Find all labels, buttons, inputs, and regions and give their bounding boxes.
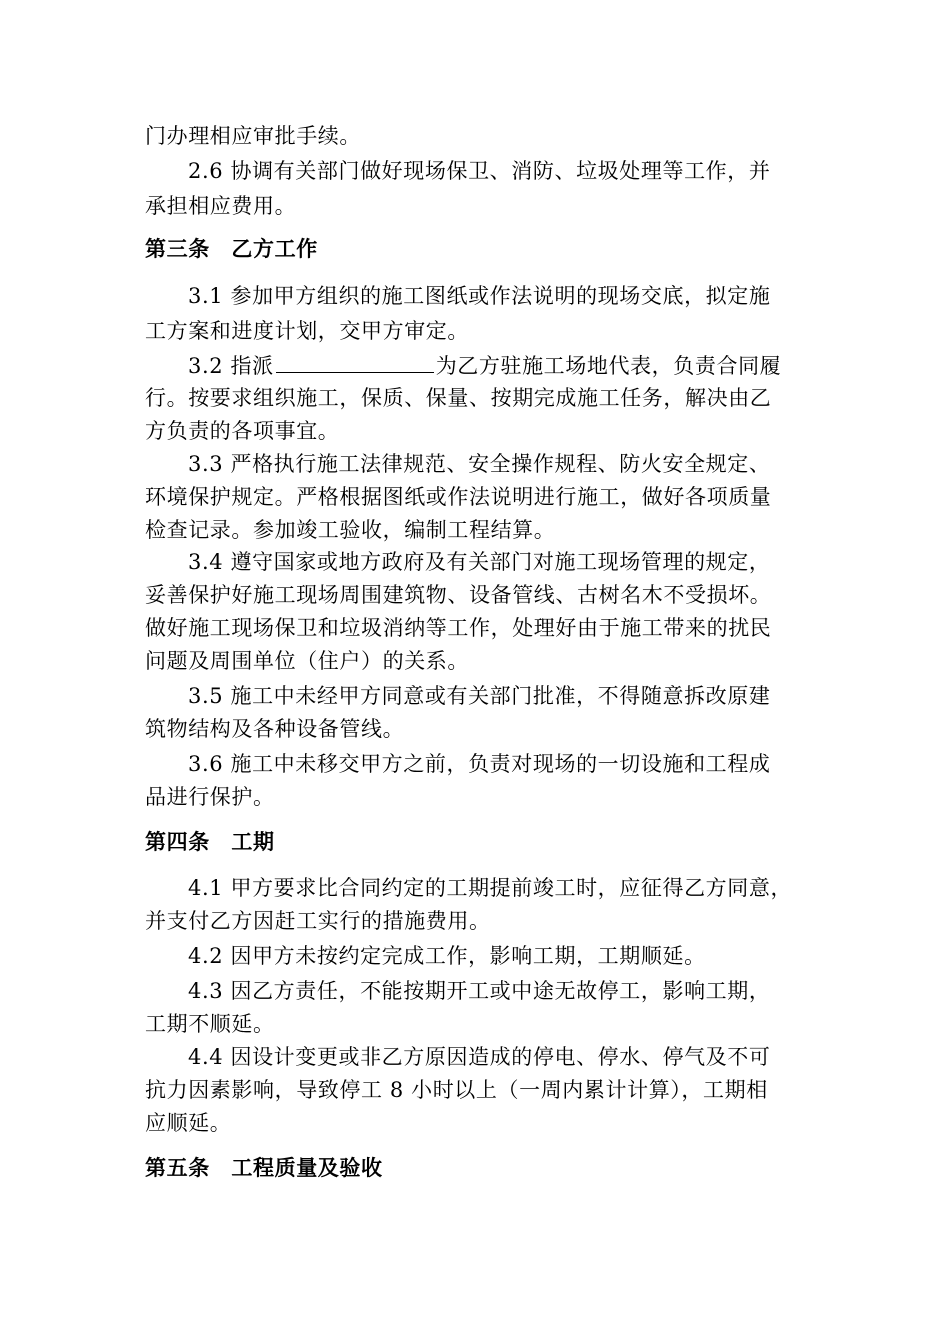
clause-3-6: 3.6 施工中未移交甲方之前，负责对现场的一切设施和工程成 [188,752,771,776]
paragraph-line: 品进行保护。 [145,785,275,809]
section-heading-article-3: 第三条 乙方工作 [145,237,318,261]
clause-3-4: 3.4 遵守国家或地方政府及有关部门对施工现场管理的规定， [188,550,771,574]
paragraph-line: 方负责的各项事宜。 [145,419,340,443]
section-heading-article-5: 第五条 工程质量及验收 [145,1156,383,1180]
clause-3-5: 3.5 施工中未经甲方同意或有关部门批准，不得随意拆改原建 [188,684,771,708]
clause-3-2-suffix: 为乙方驻施工场地代表，负责合同履 [435,354,782,378]
clause-4-2: 4.2 因甲方未按约定完成工作，影响工期，工期顺延。 [188,944,706,968]
paragraph-line: 承担相应费用。 [145,194,297,218]
clause-4-4: 4.4 因设计变更或非乙方原因造成的停电、停水、停气及不可 [188,1045,771,1069]
clause-4-1: 4.1 甲方要求比合同约定的工期提前竣工时，应征得乙方同意， [188,876,793,900]
paragraph-line: 工期不顺延。 [145,1012,275,1036]
paragraph-line: 应顺延。 [145,1111,232,1135]
paragraph-line: 环境保护规定。严格根据图纸或作法说明进行施工，做好各项质量 [145,485,772,509]
clause-3-2-prefix: 3.2 指派 [188,354,274,378]
paragraph-line: 做好施工现场保卫和垃圾消纳等工作，处理好由于施工带来的扰民 [145,616,772,640]
paragraph-line: 并支付乙方因赶工实行的措施费用。 [145,909,491,933]
section-heading-article-4: 第四条 工期 [145,830,275,854]
clause-3-1: 3.1 参加甲方组织的施工图纸或作法说明的现场交底，拟定施 [188,284,771,308]
paragraph-line: 问题及周围单位（住户）的关系。 [145,649,469,673]
clause-4-3: 4.3 因乙方责任，不能按期开工或中途无故停工，影响工期， [188,979,771,1003]
paragraph-line: 门办理相应审批手续。 [145,124,361,148]
clause-3-2 [188,354,781,378]
paragraph-line: 抗力因素影响，导致停工 8 小时以上（一周内累计计算），工期相 [145,1078,768,1102]
paragraph-line: 检查记录。参加竣工验收，编制工程结算。 [145,518,556,542]
clause-3-3: 3.3 严格执行施工法律规范、安全操作规程、防火安全规定、 [188,452,771,476]
paragraph-line: 工方案和进度计划，交甲方审定。 [145,319,469,343]
clause-2-6: 2.6 协调有关部门做好现场保卫、消防、垃圾处理等工作，并 [188,159,771,183]
paragraph-line: 妥善保护好施工现场周围建筑物、设备管线、古树名木不受损坏。 [145,583,772,607]
paragraph-line: 行。按要求组织施工，保质、保量、按期完成施工任务，解决由乙 [145,386,772,410]
representative-blank-field [276,354,434,373]
paragraph-line: 筑物结构及各种设备管线。 [145,717,405,741]
